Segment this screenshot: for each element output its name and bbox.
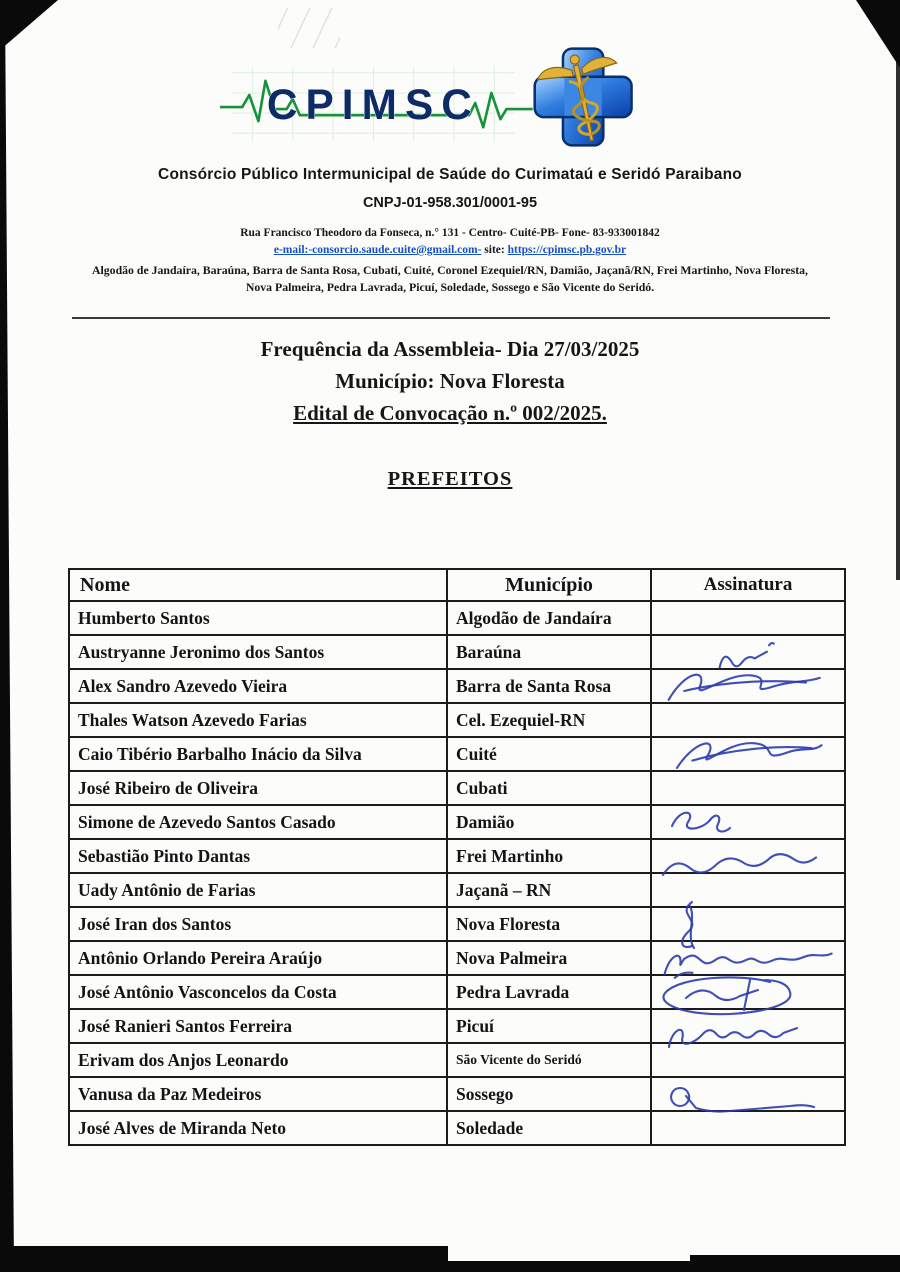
cell-municipio: Cubati <box>447 771 651 805</box>
email-link: e-mail:-consorcio.saude.cuite@gmail.com- <box>273 244 482 256</box>
cell-assinatura <box>651 635 845 669</box>
cell-nome: Caio Tibério Barbalho Inácio da Silva <box>69 737 447 771</box>
cell-municipio: Cel. Ezequiel-RN <box>447 703 651 737</box>
cell-municipio: Barra de Santa Rosa <box>447 669 651 703</box>
cell-assinatura <box>651 1077 845 1111</box>
cpimsc-logo <box>212 42 686 156</box>
cell-municipio: Damião <box>447 805 651 839</box>
cell-nome: José Antônio Vasconcelos da Costa <box>69 975 447 1009</box>
cell-assinatura <box>651 669 845 703</box>
cell-nome: Vanusa da Paz Medeiros <box>69 1077 447 1111</box>
org-cnpj: CNPJ-01-958.301/0001-95 <box>362 195 538 211</box>
table-row <box>69 703 845 737</box>
site-link: https://cpimsc.pb.gov.br <box>507 244 627 256</box>
table-row <box>69 805 845 839</box>
cell-assinatura <box>651 907 845 941</box>
cell-nome: José Ranieri Santos Ferreira <box>69 1009 447 1043</box>
table-row <box>69 975 845 1009</box>
cell-municipio: Pedra Lavrada <box>447 975 651 1009</box>
cell-municipio: Jaçanã – RN <box>447 873 651 907</box>
scan-edge-right <box>896 60 900 580</box>
col-header-assinatura: Assinatura <box>651 569 845 601</box>
doc-title-date: Frequência da Assembleia- Dia 27/03/2025 <box>260 337 640 361</box>
scan-edge-left <box>0 0 16 1272</box>
cell-nome: Alex Sandro Azevedo Vieira <box>69 669 447 703</box>
doc-title-edital: Edital de Convocação n.º 002/2025. <box>293 401 607 425</box>
member-municipalities: Algodão de Jandaíra, Baraúna, Barra de Santa Rosa, Cubati, Cuité, Coronel Ezequiel/RN, Damião, Jaçanã/RN, Frei Martinho, Nova Floresta, Nova Palmeira, Pedra Lavrada, Picuí, Soledade, Sossego e São Vicente do Seridó. <box>91 263 808 295</box>
cell-assinatura <box>651 601 845 635</box>
table-row <box>69 771 845 805</box>
cell-assinatura <box>651 873 845 907</box>
cell-assinatura <box>651 771 845 805</box>
cell-nome: Simone de Azevedo Santos Casado <box>69 805 447 839</box>
table-row <box>69 873 845 907</box>
attendance-table <box>68 568 846 1146</box>
cell-municipio: Cuité <box>447 737 651 771</box>
cell-municipio: Algodão de Jandaíra <box>447 601 651 635</box>
cell-assinatura <box>651 703 845 737</box>
cell-nome: Erivam dos Anjos Leonardo <box>69 1043 447 1077</box>
cell-assinatura <box>651 1043 845 1077</box>
logo-acronym: CPIMSC <box>266 81 480 129</box>
cell-assinatura <box>651 839 845 873</box>
table-row <box>69 907 845 941</box>
cell-assinatura <box>651 941 845 975</box>
table-row <box>69 1009 845 1043</box>
table-row <box>69 1077 845 1111</box>
col-header-municipio: Município <box>447 569 651 601</box>
cell-assinatura <box>651 1111 845 1145</box>
cell-municipio: Frei Martinho <box>447 839 651 873</box>
scan-corner-top-left <box>0 0 58 50</box>
cell-nome: José Ribeiro de Oliveira <box>69 771 447 805</box>
cell-nome: José Iran dos Santos <box>69 907 447 941</box>
table-row <box>69 635 845 669</box>
cell-assinatura <box>651 805 845 839</box>
cell-municipio: Nova Floresta <box>447 907 651 941</box>
org-name: Consórcio Público Intermunicipal de Saúde do Curimataú e Seridó Paraibano <box>158 166 742 183</box>
scan-corner-top-right <box>856 0 900 68</box>
cell-municipio: Soledade <box>447 1111 651 1145</box>
cell-nome: Thales Watson Azevedo Farias <box>69 703 447 737</box>
cell-nome: Austryanne Jeronimo dos Santos <box>69 635 447 669</box>
cell-nome: Humberto Santos <box>69 601 447 635</box>
cell-nome: Antônio Orlando Pereira Araújo <box>69 941 447 975</box>
org-address: Rua Francisco Theodoro da Fonseca, n.° 131 - Centro- Cuité-PB- Fone- 83-933001842 <box>240 227 660 239</box>
logo <box>212 42 686 156</box>
table-row <box>69 1043 845 1077</box>
col-header-nome: Nome <box>69 569 447 601</box>
cell-municipio: Sossego <box>447 1077 651 1111</box>
cell-municipio: São Vicente do Seridó <box>447 1043 651 1077</box>
table-row <box>69 737 845 771</box>
header-divider <box>72 317 830 319</box>
cell-municipio: Nova Palmeira <box>447 941 651 975</box>
cell-municipio: Picuí <box>447 1009 651 1043</box>
cell-nome: José Alves de Miranda Neto <box>69 1111 447 1145</box>
contact-line <box>0 244 900 256</box>
table-row <box>69 839 845 873</box>
scan-corner-bottom-right <box>690 1255 900 1272</box>
cell-assinatura <box>651 1009 845 1043</box>
table-header-row <box>69 569 845 601</box>
cell-municipio: Baraúna <box>447 635 651 669</box>
signature-ink <box>658 800 743 840</box>
cell-nome: Uady Antônio de Farias <box>69 873 447 907</box>
doc-title-city: Município: Nova Floresta <box>335 369 565 393</box>
cell-assinatura <box>651 737 845 771</box>
scan-corner-bottom-left <box>0 1246 448 1272</box>
cell-nome: Sebastião Pinto Dantas <box>69 839 447 873</box>
table-row <box>69 601 845 635</box>
table-row <box>69 941 845 975</box>
site-label: site: <box>481 244 508 256</box>
table-row <box>69 669 845 703</box>
table-row <box>69 1111 845 1145</box>
cell-assinatura <box>651 975 845 1009</box>
section-title-prefeitos: PREFEITOS <box>387 468 513 490</box>
